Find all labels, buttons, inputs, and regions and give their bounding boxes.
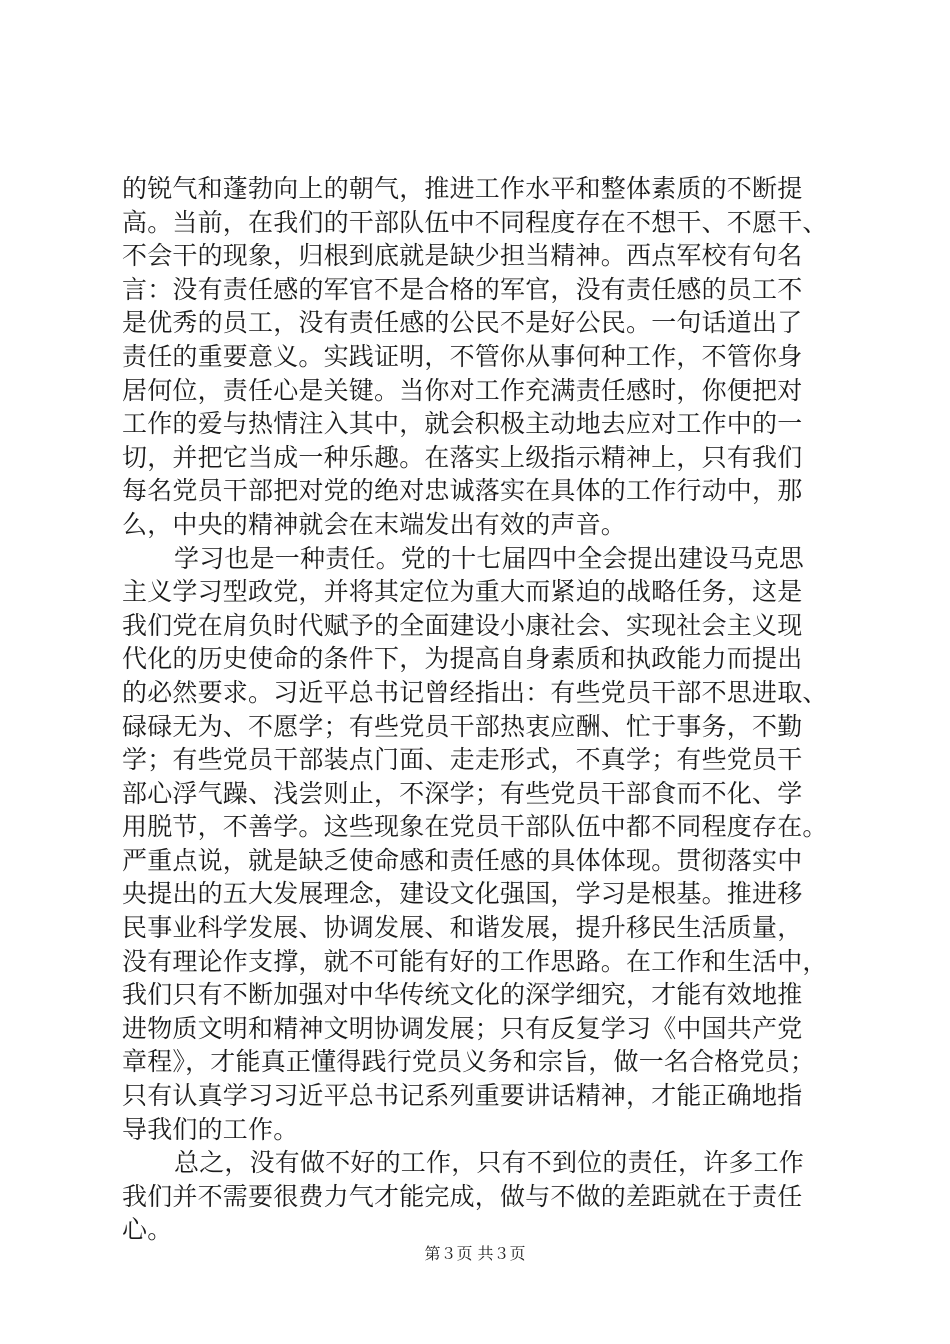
paragraph-start-line: 学习也是一种责任。党的十七届四中全会提出建设马克思 — [174, 543, 805, 573]
text-line: 用脱节，不善学。这些现象在党员干部队伍中都不同程度存在。 — [122, 812, 828, 842]
text-line: 是优秀的员工，没有责任感的公民不是好公民。一句话道出了 — [122, 308, 803, 338]
text-line: 么，中央的精神就会在末端发出有效的声音。 — [122, 509, 627, 539]
text-line: 的锐气和蓬勃向上的朝气，推进工作水平和整体素质的不断提 — [122, 174, 803, 203]
text-line: 责任的重要意义。实践证明，不管你从事何种工作，不管你身 — [122, 341, 803, 371]
text-line: 居何位，责任心是关键。当你对工作充满责任感时，你便把对 — [122, 375, 803, 405]
text-line: 工作的爱与热情注入其中，就会积极主动地去应对工作中的一 — [122, 409, 803, 439]
text-line: 心。 — [122, 1215, 173, 1245]
text-line: 代化的历史使命的条件下，为提高自身素质和执政能力而提出 — [122, 644, 803, 674]
text-line: 我们只有不断加强对中华传统文化的深学细究，才能有效地推 — [122, 980, 803, 1010]
text-line: 不会干的现象，归根到底就是缺少担当精神。西点军校有句名 — [122, 241, 803, 271]
text-line: 没有理论作支撑，就不可能有好的工作思路。在工作和生活中， — [122, 946, 828, 976]
text-line: 学；有些党员干部装点门面、走走形式，不真学；有些党员干 — [122, 745, 803, 775]
text-line: 切，并把它当成一种乐趣。在落实上级指示精神上，只有我们 — [122, 442, 803, 472]
text-line: 高。当前，在我们的干部队伍中不同程度存在不想干、不愿干、 — [122, 207, 828, 237]
text-line: 严重点说，就是缺乏使命感和责任感的具体体现。贯彻落实中 — [122, 845, 803, 875]
text-line: 导我们的工作。 — [122, 1114, 299, 1144]
text-line: 我们并不需要很费力气才能完成，做与不做的差距就在于责任 — [122, 1181, 803, 1211]
text-line: 民事业科学发展、协调发展、和谐发展，提升移民生活质量， — [122, 913, 803, 943]
text-line: 进物质文明和精神文明协调发展；只有反复学习《中国共产党 — [122, 1013, 803, 1043]
text-line: 只有认真学习习近平总书记系列重要讲话精神，才能正确地指 — [122, 1081, 803, 1111]
text-line: 部心浮气躁、浅尝则止，不深学；有些党员干部食而不化、学 — [122, 778, 803, 808]
page-number-footer: 第３页 共３页 — [424, 1244, 526, 1263]
text-line: 央提出的五大发展理念，建设文化强国，学习是根基。推进移 — [122, 879, 803, 909]
body-text — [122, 172, 842, 1247]
text-line: 章程》，才能真正懂得践行党员义务和宗旨，做一名合格党员； — [122, 1047, 816, 1077]
text-line: 主义学习型政党，并将其定位为重大而紧迫的战略任务，这是 — [122, 577, 803, 607]
text-line: 碌碌无为、不愿学；有些党员干部热衷应酬、忙于事务，不勤 — [122, 711, 803, 741]
text-line: 每名党员干部把对党的绝对忠诚落实在具体的工作行动中，那 — [122, 476, 803, 506]
text-line: 的必然要求。习近平总书记曾经指出：有些党员干部不思进取、 — [122, 677, 828, 707]
text-line: 我们党在肩负时代赋予的全面建设小康社会、实现社会主义现 — [122, 610, 803, 640]
text-line: 言：没有责任感的军官不是合格的军官，没有责任感的员工不 — [122, 274, 803, 304]
paragraph-start-line: 总之，没有做不好的工作，只有不到位的责任，许多工作 — [174, 1148, 805, 1178]
